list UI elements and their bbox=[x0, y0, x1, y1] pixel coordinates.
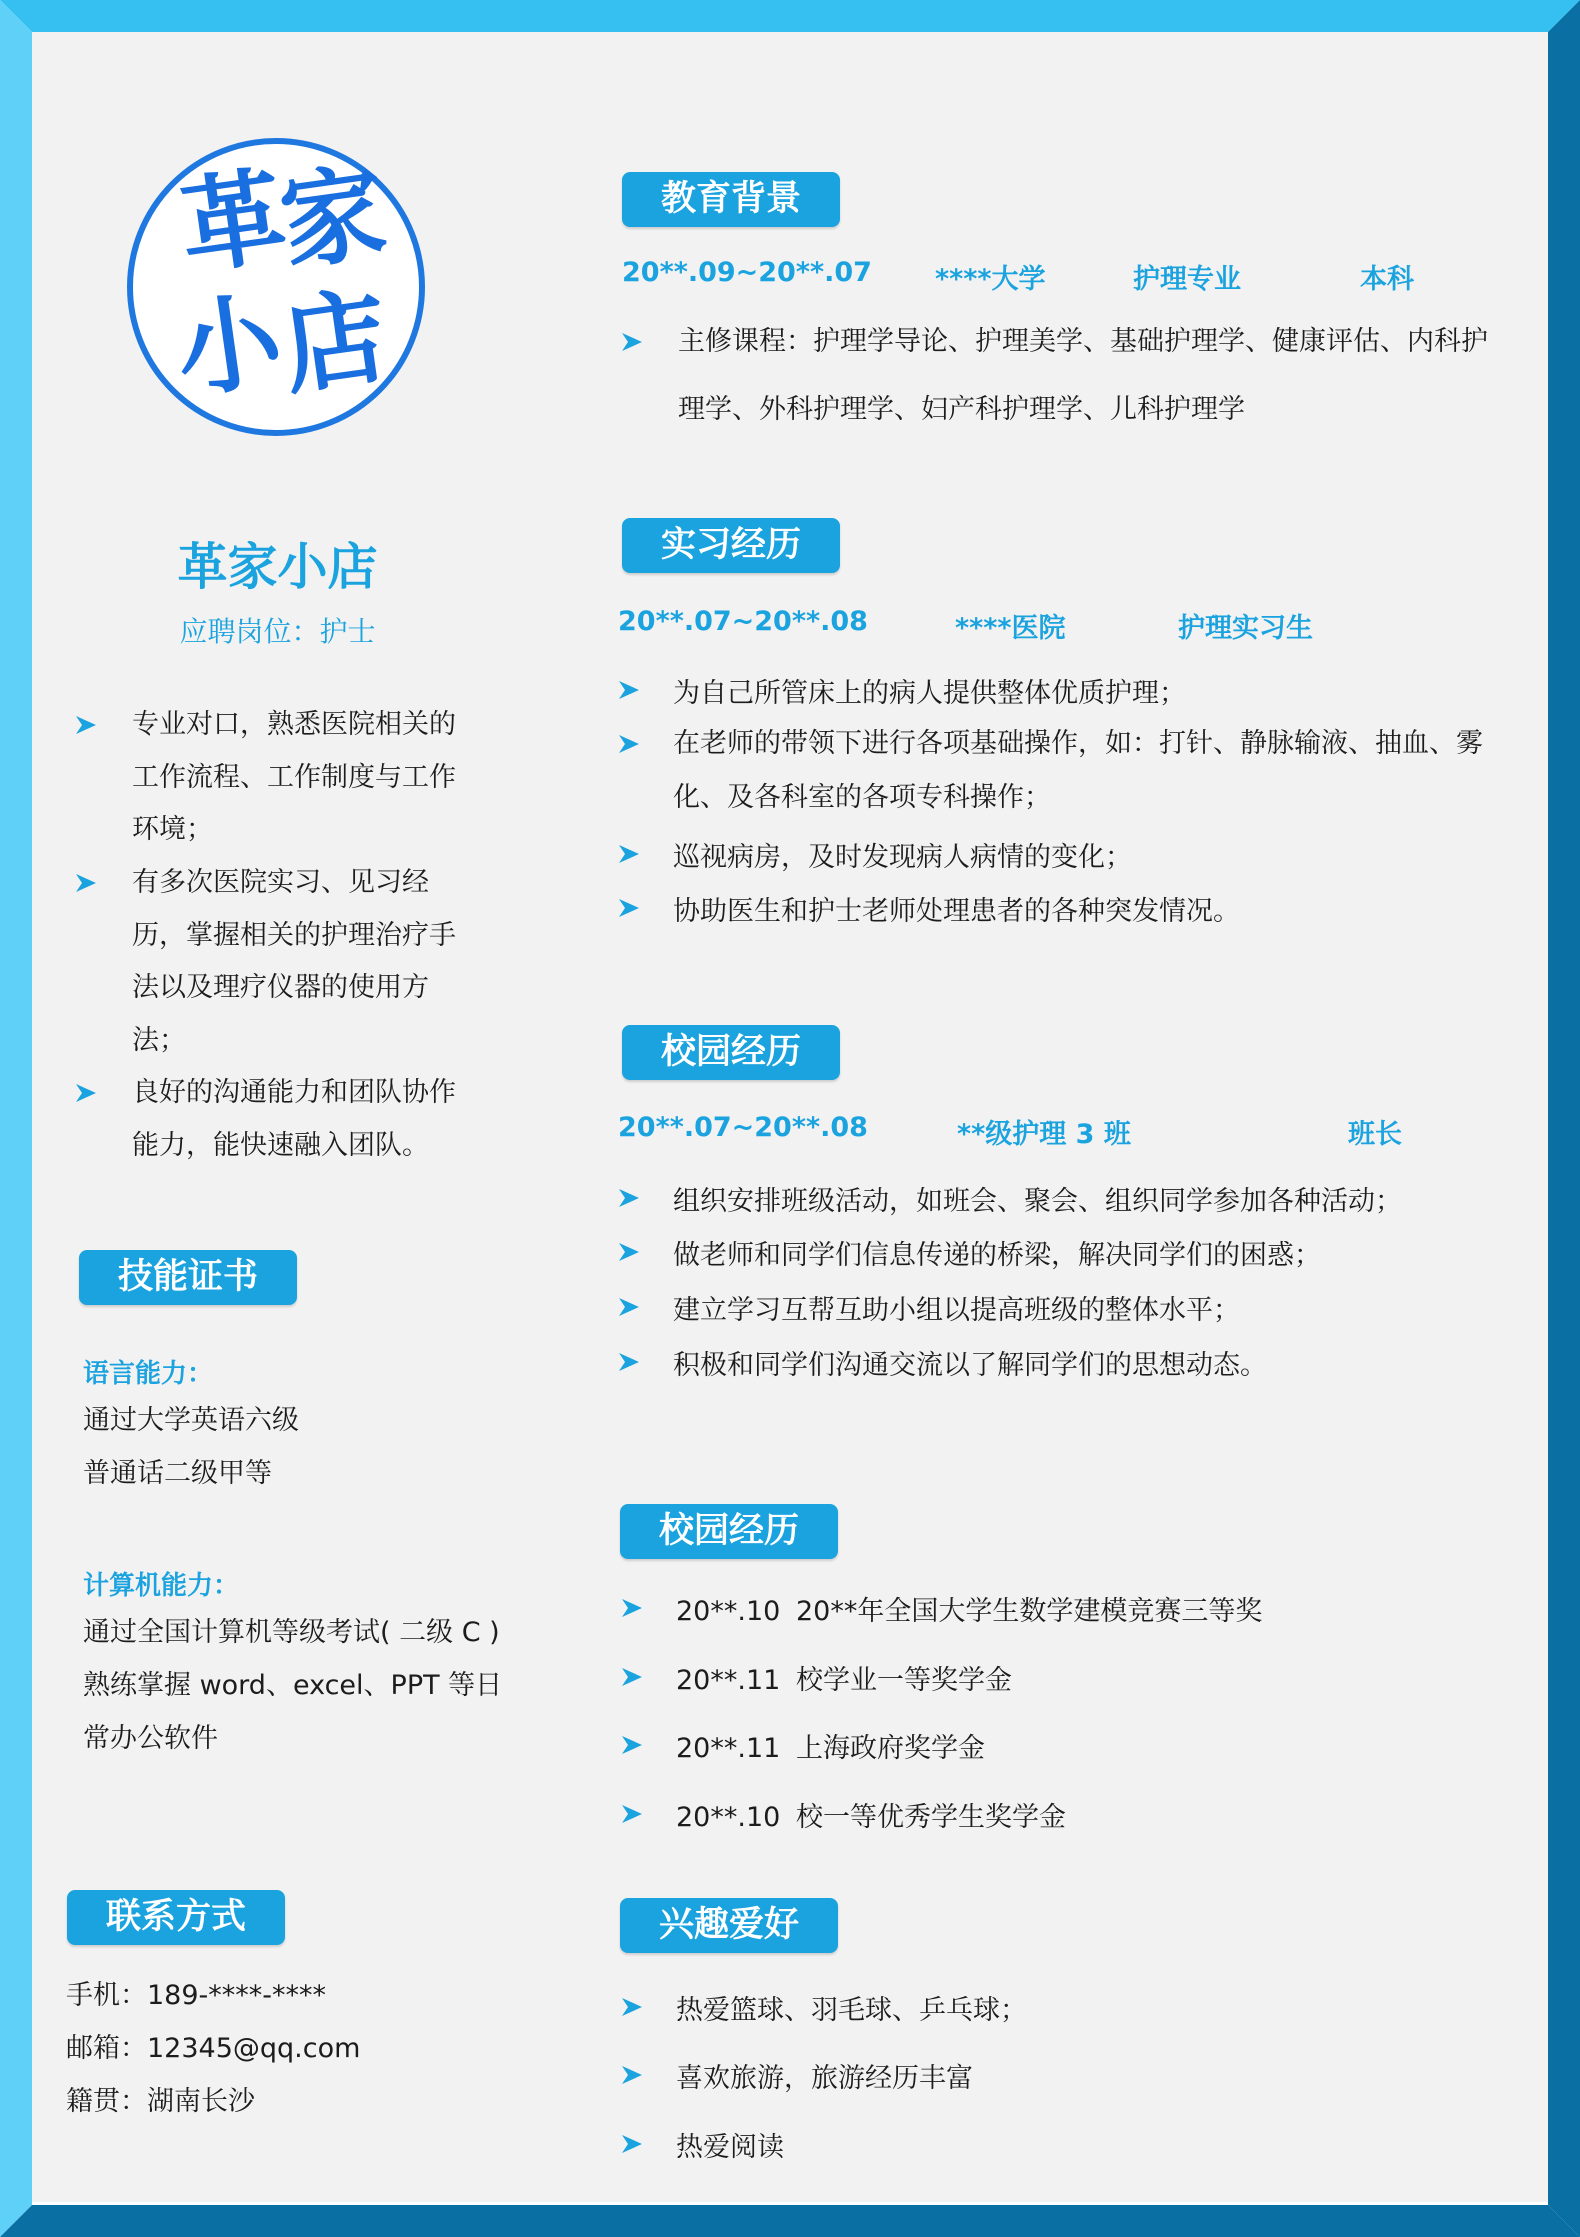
arrow-bullet-icon bbox=[622, 1599, 642, 1617]
hobby-item: 喜欢旅游，旅游经历丰富 bbox=[676, 2063, 973, 2094]
contact-hometown: 籍贯：湖南长沙 bbox=[66, 2086, 255, 2117]
section-header-internship: 实习经历 bbox=[622, 518, 840, 573]
contact-email: 邮箱：12345@qq.com bbox=[66, 2033, 361, 2064]
campus-role: 班长 bbox=[1348, 1119, 1402, 1150]
section-header-awards: 校园经历 bbox=[620, 1504, 838, 1559]
logo-char: 小 bbox=[168, 277, 289, 414]
logo-char: 家 bbox=[272, 149, 393, 286]
campus-period: 20**.07~20**.08 bbox=[618, 1112, 868, 1143]
arrow-bullet-icon bbox=[76, 874, 96, 892]
internship-period: 20**.07~20**.08 bbox=[618, 606, 868, 637]
campus-item: 积极和同学们沟通交流以了解同学们的思想动态。 bbox=[673, 1350, 1267, 1381]
section-header-education: 教育背景 bbox=[622, 172, 840, 227]
arrow-bullet-icon bbox=[622, 1805, 642, 1823]
campus-item: 组织安排班级活动，如班会、聚会、组织同学参加各种活动； bbox=[673, 1186, 1402, 1217]
award-date: 20**.11 bbox=[676, 1665, 781, 1696]
campus-item: 做老师和同学们信息传递的桥梁，解决同学们的困惑； bbox=[673, 1240, 1321, 1271]
section-header-skills: 技能证书 bbox=[79, 1250, 297, 1305]
arrow-bullet-icon bbox=[622, 1736, 642, 1754]
arrow-bullet-icon bbox=[622, 2066, 642, 2084]
internship-item: 为自己所管床上的病人提供整体优质护理； bbox=[673, 678, 1186, 709]
internship-item: 在老师的带领下进行各项基础操作，如：打针、静脉输液、抽血、雾化、及各科室的各项专科操作； bbox=[673, 728, 1483, 813]
section-header-campus: 校园经历 bbox=[622, 1025, 840, 1080]
arrow-bullet-icon bbox=[619, 1243, 639, 1261]
internship-item: 协助医生和护士老师处理患者的各种突发情况。 bbox=[673, 896, 1240, 927]
education-major: 护理专业 bbox=[1133, 264, 1241, 295]
language-skill-item: 普通话二级甲等 bbox=[83, 1458, 272, 1489]
arrow-bullet-icon bbox=[619, 681, 639, 699]
computer-skill-label: 计算机能力： bbox=[83, 1571, 240, 1601]
award-name: 20**年全国大学生数学建模竞赛三等奖 bbox=[796, 1596, 1263, 1627]
arrow-bullet-icon bbox=[622, 333, 642, 351]
education-courses: 主修课程：护理学导论、护理美学、基础护理学、健康评估、内科护理学、外科护理学、妇产科护理学、儿科护理学 bbox=[678, 326, 1488, 425]
computer-skill-item: 熟练掌握 word、excel、PPT 等日常办公软件 bbox=[83, 1670, 503, 1754]
award-name: 上海政府奖学金 bbox=[796, 1733, 985, 1764]
arrow-bullet-icon bbox=[622, 1998, 642, 2016]
arrow-bullet-icon bbox=[619, 1353, 639, 1371]
computer-skill-item: 通过全国计算机等级考试( 二级 C ) bbox=[83, 1617, 500, 1648]
award-item bbox=[676, 1726, 985, 1765]
arrow-bullet-icon bbox=[619, 735, 639, 753]
arrow-bullet-icon bbox=[619, 1298, 639, 1316]
section-header-hobbies: 兴趣爱好 bbox=[620, 1898, 838, 1953]
summary-item: 专业对口，熟悉医院相关的工作流程、工作制度与工作环境； bbox=[132, 709, 456, 845]
summary-item: 良好的沟通能力和团队协作能力，能快速融入团队。 bbox=[132, 1077, 456, 1161]
award-item bbox=[676, 1658, 1012, 1697]
summary-item: 有多次医院实习、见习经历，掌握相关的护理治疗手法以及理疗仪器的使用方法； bbox=[132, 867, 456, 1056]
logo-char: 店 bbox=[274, 273, 395, 410]
award-date: 20**.10 bbox=[676, 1596, 781, 1627]
shop-logo-seal bbox=[127, 138, 425, 436]
language-skill-item: 通过大学英语六级 bbox=[83, 1405, 299, 1436]
award-date: 20**.11 bbox=[676, 1733, 781, 1764]
language-skill-label: 语言能力： bbox=[83, 1359, 214, 1389]
arrow-bullet-icon bbox=[76, 716, 96, 734]
contact-phone: 手机：189-****-**** bbox=[66, 1980, 327, 2011]
section-header-contact: 联系方式 bbox=[67, 1890, 285, 1945]
education-period: 20**.09~20**.07 bbox=[622, 257, 872, 288]
arrow-bullet-icon bbox=[619, 845, 639, 863]
applied-position: 应聘岗位：护士 bbox=[179, 615, 376, 648]
internship-place: ****医院 bbox=[955, 613, 1066, 644]
candidate-name: 革家小店 bbox=[177, 538, 378, 596]
arrow-bullet-icon bbox=[619, 1189, 639, 1207]
award-date: 20**.10 bbox=[676, 1802, 781, 1833]
internship-role: 护理实习生 bbox=[1178, 613, 1313, 644]
education-school: ****大学 bbox=[935, 264, 1046, 295]
award-item bbox=[676, 1589, 1262, 1628]
education-degree: 本科 bbox=[1360, 264, 1414, 295]
campus-item: 建立学习互帮互助小组以提高班级的整体水平； bbox=[673, 1295, 1240, 1326]
arrow-bullet-icon bbox=[622, 2135, 642, 2153]
internship-item: 巡视病房，及时发现病人病情的变化； bbox=[673, 842, 1132, 873]
hobby-item: 热爱阅读 bbox=[676, 2132, 784, 2163]
arrow-bullet-icon bbox=[619, 899, 639, 917]
award-name: 校学业一等奖学金 bbox=[796, 1665, 1012, 1696]
logo-char: 革 bbox=[172, 153, 293, 290]
award-item bbox=[676, 1795, 1066, 1834]
arrow-bullet-icon bbox=[76, 1084, 96, 1102]
arrow-bullet-icon bbox=[622, 1668, 642, 1686]
hobby-item: 热爱篮球、羽毛球、乒乓球； bbox=[676, 1995, 1027, 2026]
campus-class: **级护理 3 班 bbox=[957, 1119, 1131, 1150]
award-name: 校一等优秀学生奖学金 bbox=[796, 1802, 1066, 1833]
